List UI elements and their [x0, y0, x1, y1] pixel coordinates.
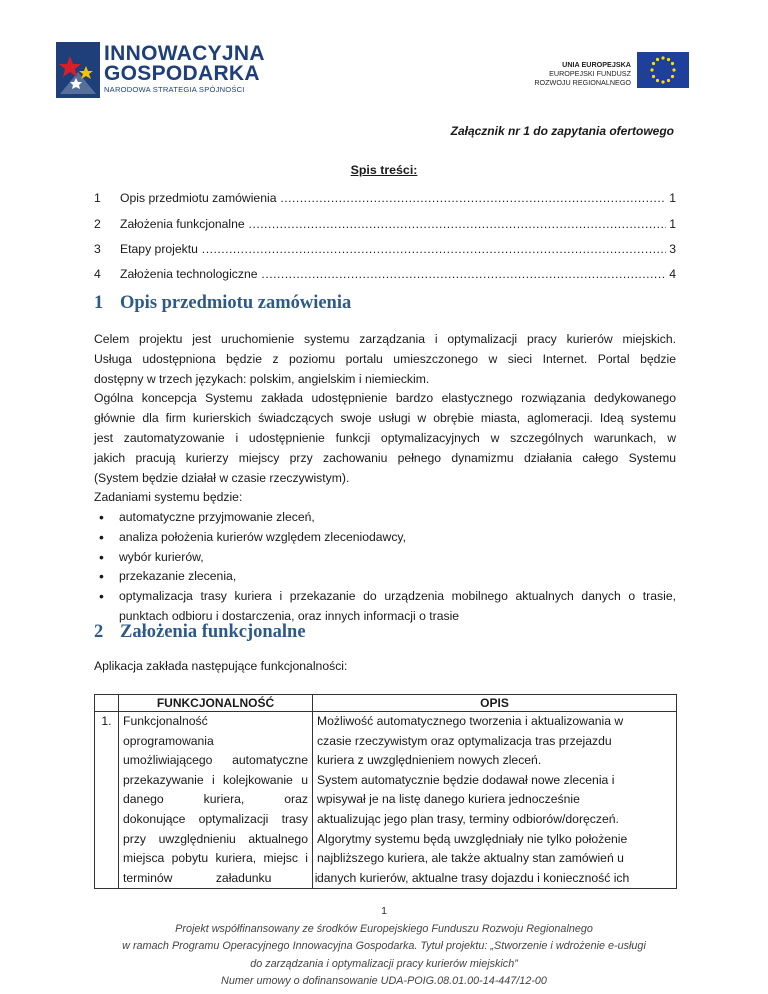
footer-line: Numer umowy o dofinansowanie UDA-POIG.08.01.00-14-447/12-00: [221, 975, 547, 987]
toc-item-page: 1: [669, 217, 676, 231]
list-item: • analiza położenia kurierów względem zleceniodawcy,: [94, 528, 676, 548]
toc-item-page: 3: [669, 242, 676, 256]
list-item: • przekazanie zlecenia,: [94, 567, 676, 587]
toc-item-page: 4: [669, 267, 676, 281]
footer-line: Projekt współfinansowany ze środków Europejskiego Funduszu Rozwoju Regionalnego: [175, 922, 593, 935]
toc-item-number: 3: [94, 242, 101, 256]
toc-item-label[interactable]: Opis przedmiotu zamówienia .....: [120, 191, 666, 205]
toc-item-page: 1: [669, 191, 676, 205]
innowacyjna-gospodarka-logo: [56, 42, 265, 100]
footer-line: do zarządzania i optymalizacji pracy kurierów miejskich”: [250, 957, 518, 970]
toc-item-number: 4: [94, 267, 101, 281]
list-item: • wybór kurierów,: [94, 548, 676, 568]
paragraph-line: Usługa udostępniona będzie z poziomu portalu umieszczonego w sieci Internet. Portal będzie: [94, 351, 676, 366]
paragraph-line: dostępny w trzech językach: polskim, angielskim i niemieckim.: [94, 371, 430, 386]
paragraph-line: Ogólna koncepcja Systemu zakłada udostępnienie bardzo elastycznego rozwiązania dedykowanego: [94, 391, 676, 406]
row-description: Możliwość automatycznego tworzenia i aktualizowania w czasie rzeczywistym oraz optymalizacja tras przejazdu kuriera z uwzględnieniem nowych zleceń. System automatycznie będzie dodawał nowe zlecenia i wpisywał je na listę danego kuriera jednocześnie aktualizując jego plan trasy, terminy odbiorów/doręczeń. Algorytmy systemu będą uwzględniały nie tylko położenie najbliższego kuriera, ale także aktualny stan zamówień u danych kurierów, aktualne trasy dojazdu i konieczność ich: [313, 712, 677, 889]
list-item: • automatyczne przyjmowanie zleceń,: [94, 508, 676, 528]
section1-title: Opis przedmiotu zamówienia: [120, 293, 352, 313]
page-number: 1: [381, 905, 387, 917]
toc-item[interactable]: [94, 217, 676, 239]
list-item: • optymalizacja trasy kuriera i przekazanie do urządzenia mobilnego aktualnych danych o trasie, punktach odbioru i dostarczenia, oraz innych informacji o trasie: [94, 587, 676, 627]
eu-logo-line2: EUROPEJSKI FUNDUSZ: [549, 69, 631, 78]
ig-logo-tagline: NARODOWA STRATEGIA SPÓJNOŚCI: [104, 85, 245, 94]
toc-item[interactable]: [94, 191, 676, 213]
toc-item-label[interactable]: Założenia funkcjonalne .....: [120, 217, 666, 231]
toc-item[interactable]: [94, 242, 676, 264]
toc-item-label[interactable]: Etapy projektu .....: [120, 242, 666, 256]
functionality-table: [94, 694, 677, 889]
paragraph-line: (System będzie działał w czasie rzeczywistym).: [94, 470, 350, 485]
paragraph-line: Celem projektu jest uruchomienie systemu zarządzania i optymalizacji pracy kurierów miejskich.: [94, 332, 676, 346]
eu-logo-line1: UNIA EUROPEJSKA: [562, 60, 631, 69]
eu-flag-icon: [637, 52, 689, 88]
paragraph-line: jakich pracują kurierzy miejscy przy zachowaniu pełnego dynamizmu działania całego Systemu: [94, 450, 676, 465]
footer-line: w ramach Programu Operacyjnego Innowacyjna Gospodarka. Tytuł projektu: „Stworzenie i wdrożenie e-usługi: [122, 940, 646, 952]
paragraph-line: Zadaniami systemu będzie:: [94, 490, 243, 505]
table-header-row: [95, 695, 677, 712]
toc-item[interactable]: [94, 267, 676, 289]
toc-item-label[interactable]: Założenia technologiczne .....: [120, 267, 666, 281]
eu-fund-logo: [527, 50, 697, 96]
paragraph-line: jest zautomatyzowanie i udostępnienie funkcji optymalizacyjnych w szczególnych warunkach, w: [94, 430, 676, 445]
table-header-num: [95, 695, 119, 712]
section2-heading: [94, 622, 306, 643]
eu-logo-line3: ROZWOJU REGIONALNEGO: [534, 78, 631, 87]
toc-item-number: 2: [94, 217, 101, 231]
row-functionality: Funkcjonalność oprogramowania umożliwiającego automatyczne przekazywanie i kolejkowanie u danego kuriera, oraz dokonujące optymalizacji trasy przy uwzględnieniu aktualnego miejsca pobytu kuriera, miejsc i terminów załadunku i: [119, 712, 313, 889]
table-row: [95, 712, 677, 889]
section1-body: [94, 330, 676, 508]
ig-emblem-icon: [56, 42, 102, 98]
section2-intro: Aplikacja zakłada następujące funkcjonalności:: [94, 659, 348, 673]
section1-number: 1: [94, 293, 104, 313]
annex-label: Załącznik nr 1 do zapytania ofertowego: [450, 124, 674, 138]
toc-item-number: 1: [94, 191, 101, 205]
table-header-functionality: FUNKCJONALNOŚĆ: [119, 695, 313, 712]
page-footer: [0, 903, 768, 991]
section1-heading: [94, 293, 351, 314]
section2-number: 2: [94, 622, 104, 642]
paragraph-line: głównie dla firm kurierskich świadczących swoje usługi w obrębie miasta, aglomeracji. Ideą systemu: [94, 411, 676, 426]
row-number: 1.: [95, 712, 119, 889]
ig-logo-line1: INNOWACYJNA: [104, 42, 265, 65]
section2-title: Założenia funkcjonalne: [120, 622, 306, 642]
toc-title: Spis treści:: [350, 163, 418, 177]
ig-logo-line2: GOSPODARKA: [104, 62, 260, 85]
tasks-list: [94, 508, 676, 627]
table-header-description: OPIS: [313, 695, 677, 712]
